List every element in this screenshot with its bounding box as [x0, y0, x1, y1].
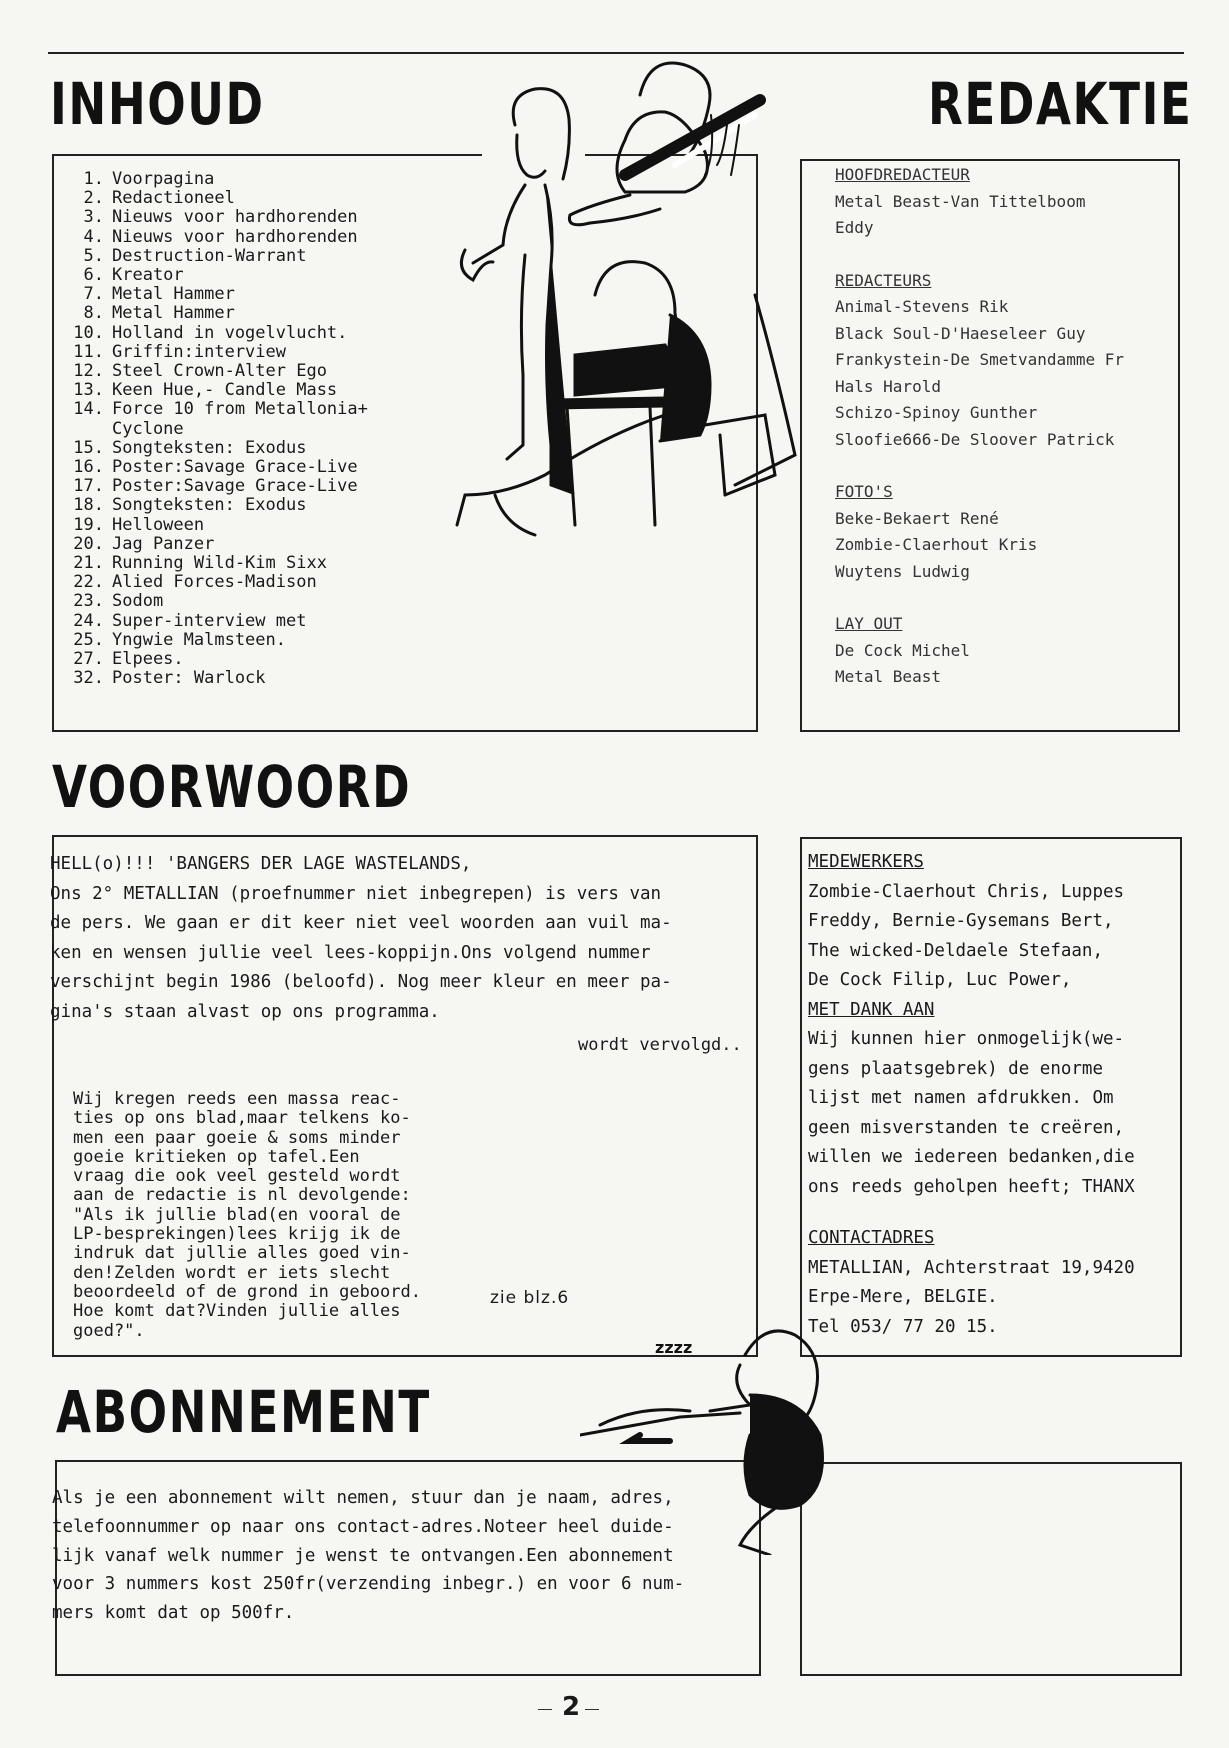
medewerkers-line: De Cock Filip, Luc Power, [808, 970, 1072, 990]
redaktie-section-label: FOTO'S [835, 482, 893, 501]
toc-item [70, 170, 368, 189]
redaktie-list [835, 162, 1124, 717]
toc-item [70, 650, 368, 669]
voorwoord-line: gina's staan alvast op ons programma. [50, 1001, 440, 1022]
heading-inhoud: INHOUD [50, 70, 265, 138]
toc-item-title: Helloween [112, 514, 205, 535]
dank-line: lijst met namen afdrukken. Om [808, 1088, 1114, 1108]
toc-item-title: Griffin:interview [112, 341, 286, 362]
toc-item-number: 25. [73, 629, 104, 650]
toc-item-number: 3. [83, 207, 104, 228]
table-of-contents [70, 170, 368, 688]
toc-item-title: Keen Hue,- Candle Mass [112, 380, 338, 401]
redaktie-name: Beke-Bekaert René [835, 508, 999, 528]
toc-item-number [70, 420, 104, 439]
reader-question-line: beoordeeld of de grond in geboord. [73, 1281, 421, 1302]
dank-line: geen misverstanden te creëren, [808, 1117, 1125, 1138]
toc-item-title: Holland in vogelvlucht. [112, 322, 348, 343]
toc-item [70, 400, 368, 419]
toc-item [70, 592, 368, 611]
toc-item-title: Destruction-Warrant [112, 245, 307, 266]
toc-item-number: 18. [73, 495, 104, 516]
toc-item [70, 381, 368, 400]
dank-line: willen we iedereen bedanken,die [808, 1147, 1135, 1167]
redaktie-name: Hals Harold [835, 376, 941, 396]
toc-item-title: Poster:Savage Grace-Live [112, 476, 358, 497]
toc-item-title: Nieuws voor hardhorenden [112, 207, 358, 228]
reader-question-line: goed?". [73, 1320, 145, 1341]
toc-item [70, 631, 368, 650]
dank-line: gens plaatsgebrek) de enorme [808, 1058, 1104, 1079]
toc-item [70, 669, 368, 688]
toc-item [70, 189, 368, 208]
toc-item [70, 285, 368, 304]
toc-item-number: 24. [73, 610, 104, 631]
toc-item [70, 554, 368, 573]
contact-line: Tel 053/ 77 20 15. [808, 1316, 998, 1337]
page-number: 2 [562, 1692, 581, 1722]
voorwoord-line: de pers. We gaan er dit keer niet veel woorden aan vuil ma- [50, 913, 672, 934]
toc-item-title: Voorpagina [112, 169, 215, 189]
reader-question-line: indruk dat jullie alles goed vin- [73, 1243, 411, 1264]
redaktie-name: Metal Beast [835, 667, 941, 686]
toc-item [70, 208, 368, 227]
contact-lines [808, 1254, 1180, 1343]
medewerkers-line: The wicked-Deldaele Stefaan, [808, 940, 1104, 961]
toc-item-title: Elpees. [112, 649, 184, 670]
abonnement-line: Als je een abonnement wilt nemen, stuur dan je naam, adres, [52, 1488, 674, 1508]
toc-item-title: Steel Crown-Alter Ego [112, 361, 327, 382]
toc-item-title: Sodom [112, 591, 164, 612]
reader-question-line: goeie kritieken op tafel.Een [73, 1146, 360, 1167]
dank-label: MET DANK AAN [808, 999, 935, 1020]
toc-item-number: 20. [73, 533, 104, 554]
reader-question-line: "Als ik jullie blad(en vooral de [73, 1204, 401, 1225]
toc-item [70, 496, 368, 515]
toc-item [70, 458, 368, 477]
toc-item-number: 17. [73, 476, 104, 497]
redaktie-name: De Cock Michel [835, 640, 970, 660]
toc-item [70, 573, 368, 592]
toc-item [70, 439, 368, 458]
toc-item-number: 12. [73, 361, 104, 382]
toc-item-title: Cyclone [112, 418, 184, 439]
toc-item [70, 535, 368, 554]
reader-question-text [73, 1090, 493, 1341]
toc-item-number: 6. [83, 265, 104, 286]
toc-item-number: 4. [83, 226, 104, 247]
toc-item [70, 612, 368, 631]
toc-item-number: 7. [83, 284, 104, 305]
page-number-dash [585, 1709, 599, 1710]
redaktie-name: Animal-Stevens Rik [835, 297, 1009, 316]
top-rule [48, 52, 1184, 54]
toc-item-number: 15. [73, 437, 104, 458]
toc-item [70, 247, 368, 266]
toc-item-title: Songteksten: Exodus [112, 437, 307, 458]
medewerkers-line: Freddy, Bernie-Gysemans Bert, [808, 911, 1114, 931]
medewerkers-line: Zombie-Claerhout Chris, Luppes [808, 881, 1125, 902]
redaktie-section-label: HOOFDREDACTEUR [835, 165, 970, 184]
continued-note: wordt vervolgd.. [578, 1035, 742, 1055]
toc-item [70, 420, 368, 439]
heading-abonnement: ABONNEMENT [56, 1378, 431, 1446]
credits-panel [808, 848, 1180, 1342]
contact-line: METALLIAN, Achterstraat 19,9420 [808, 1257, 1135, 1278]
heading-voorwoord: VOORWOORD [52, 753, 412, 821]
reader-question-line: Hoe komt dat?Vinden jullie alles [73, 1301, 401, 1322]
redaktie-name: Wuytens Ludwig [835, 561, 970, 581]
redaktie-name: Zombie-Claerhout Kris [835, 535, 1038, 554]
redaktie-name: Metal Beast-Van Tittelboom [835, 191, 1086, 211]
redaktie-section [835, 611, 1124, 691]
abonnement-line: lijk vanaf welk nummer je wenst te ontvangen.Een abonnement [52, 1545, 674, 1566]
abonnement-line: mers komt dat op 500fr. [52, 1603, 295, 1624]
reader-question-line: aan de redactie is nl devolgende: [73, 1185, 411, 1206]
toc-item-title: Kreator [112, 265, 184, 286]
toc-item-title: Super-interview met [112, 610, 307, 631]
redaktie-section [835, 162, 1124, 242]
toc-item-title: Running Wild-Kim Sixx [112, 553, 327, 574]
toc-item [70, 304, 368, 323]
page-number-dash [538, 1709, 552, 1710]
toc-item [70, 516, 368, 535]
voorwoord-line: Ons 2° METALLIAN (proefnummer niet inbegrepen) is vers van [50, 883, 662, 904]
reader-question-line: ties op ons blad,maar telkens ko- [73, 1108, 411, 1129]
reader-question-line: LP-besprekingen)lees krijg ik de [73, 1224, 401, 1245]
toc-item-title: Alied Forces-Madison [112, 572, 317, 593]
contact-label: CONTACTADRES [808, 1228, 935, 1248]
toc-item-number: 19. [73, 514, 104, 535]
abonnement-line: telefoonnummer op naar ons contact-adres.Noteer heel duide- [52, 1516, 674, 1537]
toc-item-number: 22. [73, 572, 104, 593]
redaktie-section-label: REDACTEURS [835, 270, 932, 290]
redaktie-section-label: LAY OUT [835, 614, 903, 633]
toc-item [70, 343, 368, 362]
voorwoord-line: HELL(o)!!! 'BANGERS DER LAGE WASTELANDS, [50, 854, 472, 874]
toc-item-number: 1. [83, 169, 104, 189]
redaktie-name: Frankystein-De Smetvandamme Fr [835, 350, 1124, 369]
medewerkers-label: MEDEWERKERS [808, 852, 924, 872]
toc-item-title: Yngwie Malmsteen. [112, 629, 286, 650]
toc-item-number: 32. [73, 668, 104, 689]
toc-item [70, 324, 368, 343]
toc-item-number: 27. [73, 649, 104, 670]
toc-item-title: Jag Panzer [112, 533, 215, 554]
sleeping-figure-illustration [580, 1325, 860, 1555]
voorwoord-line: ken en wensen jullie veel lees-koppijn.Ons volgend nummer [50, 942, 651, 963]
toc-item [70, 362, 368, 381]
redaktie-name: Schizo-Spinoy Gunther [835, 403, 1038, 422]
voorwoord-line: verschijnt begin 1986 (beloofd). Nog meer kleur en meer pa- [50, 972, 672, 993]
toc-item-title: Poster: Warlock [112, 668, 266, 689]
dank-line: Wij kunnen hier onmogelijk(we- [808, 1029, 1125, 1049]
medewerkers-lines [808, 878, 1180, 996]
redaktie-name: Sloofie666-De Sloover Patrick [835, 429, 1115, 449]
redaktie-name: Black Soul-D'Haeseleer Guy [835, 323, 1086, 343]
reader-question-line: vraag die ook veel gesteld wordt [73, 1166, 401, 1187]
toc-item-title: Nieuws voor hardhorenden [112, 226, 358, 247]
snore-text: zzzz [655, 1338, 693, 1357]
reader-question-line: den!Zelden wordt er iets slecht [73, 1262, 391, 1283]
toc-item-number: 10. [73, 322, 104, 343]
dank-line: ons reeds geholpen heeft; THANX [808, 1176, 1135, 1197]
toc-item [70, 228, 368, 247]
toc-item-number: 2. [83, 188, 104, 209]
redaktie-name: Eddy [835, 218, 874, 237]
toc-item-number: 16. [73, 457, 104, 478]
toc-item-title: Songteksten: Exodus [112, 495, 307, 516]
toc-item-number: 23. [73, 591, 104, 612]
toc-item-number: 13. [73, 380, 104, 401]
contact-line: Erpe-Mere, BELGIE. [808, 1287, 998, 1307]
toc-item-number: 21. [73, 553, 104, 574]
toc-item-number: 14. [73, 399, 104, 420]
toc-item-title: Metal Hammer [112, 303, 235, 324]
toc-item-number: 5. [83, 245, 104, 266]
heading-redaktie: REDAKTIE [928, 70, 1193, 138]
toc-item-title: Redactioneel [112, 188, 235, 209]
redaktie-section [835, 479, 1124, 585]
toc-item [70, 477, 368, 496]
writers-illustration [455, 55, 855, 545]
redaktie-section [835, 268, 1124, 454]
toc-item-title: Force 10 from Metallonia+ [112, 399, 368, 420]
toc-item [70, 266, 368, 285]
toc-item-title: Metal Hammer [112, 284, 235, 305]
voorwoord-text [50, 850, 760, 1028]
dank-lines [808, 1025, 1180, 1202]
see-page-note: zie blz.6 [490, 1288, 570, 1308]
reader-question-line: men een paar goeie & soms minder [73, 1127, 401, 1148]
toc-box-top-rule [52, 154, 482, 156]
abonnement-line: voor 3 nummers kost 250fr(verzending inbegr.) en voor 6 num- [52, 1574, 685, 1595]
reader-question-line: Wij kregen reeds een massa reac- [73, 1089, 401, 1109]
toc-item-number: 8. [83, 303, 104, 324]
toc-item-number: 11. [73, 341, 104, 362]
toc-item-title: Poster:Savage Grace-Live [112, 457, 358, 478]
